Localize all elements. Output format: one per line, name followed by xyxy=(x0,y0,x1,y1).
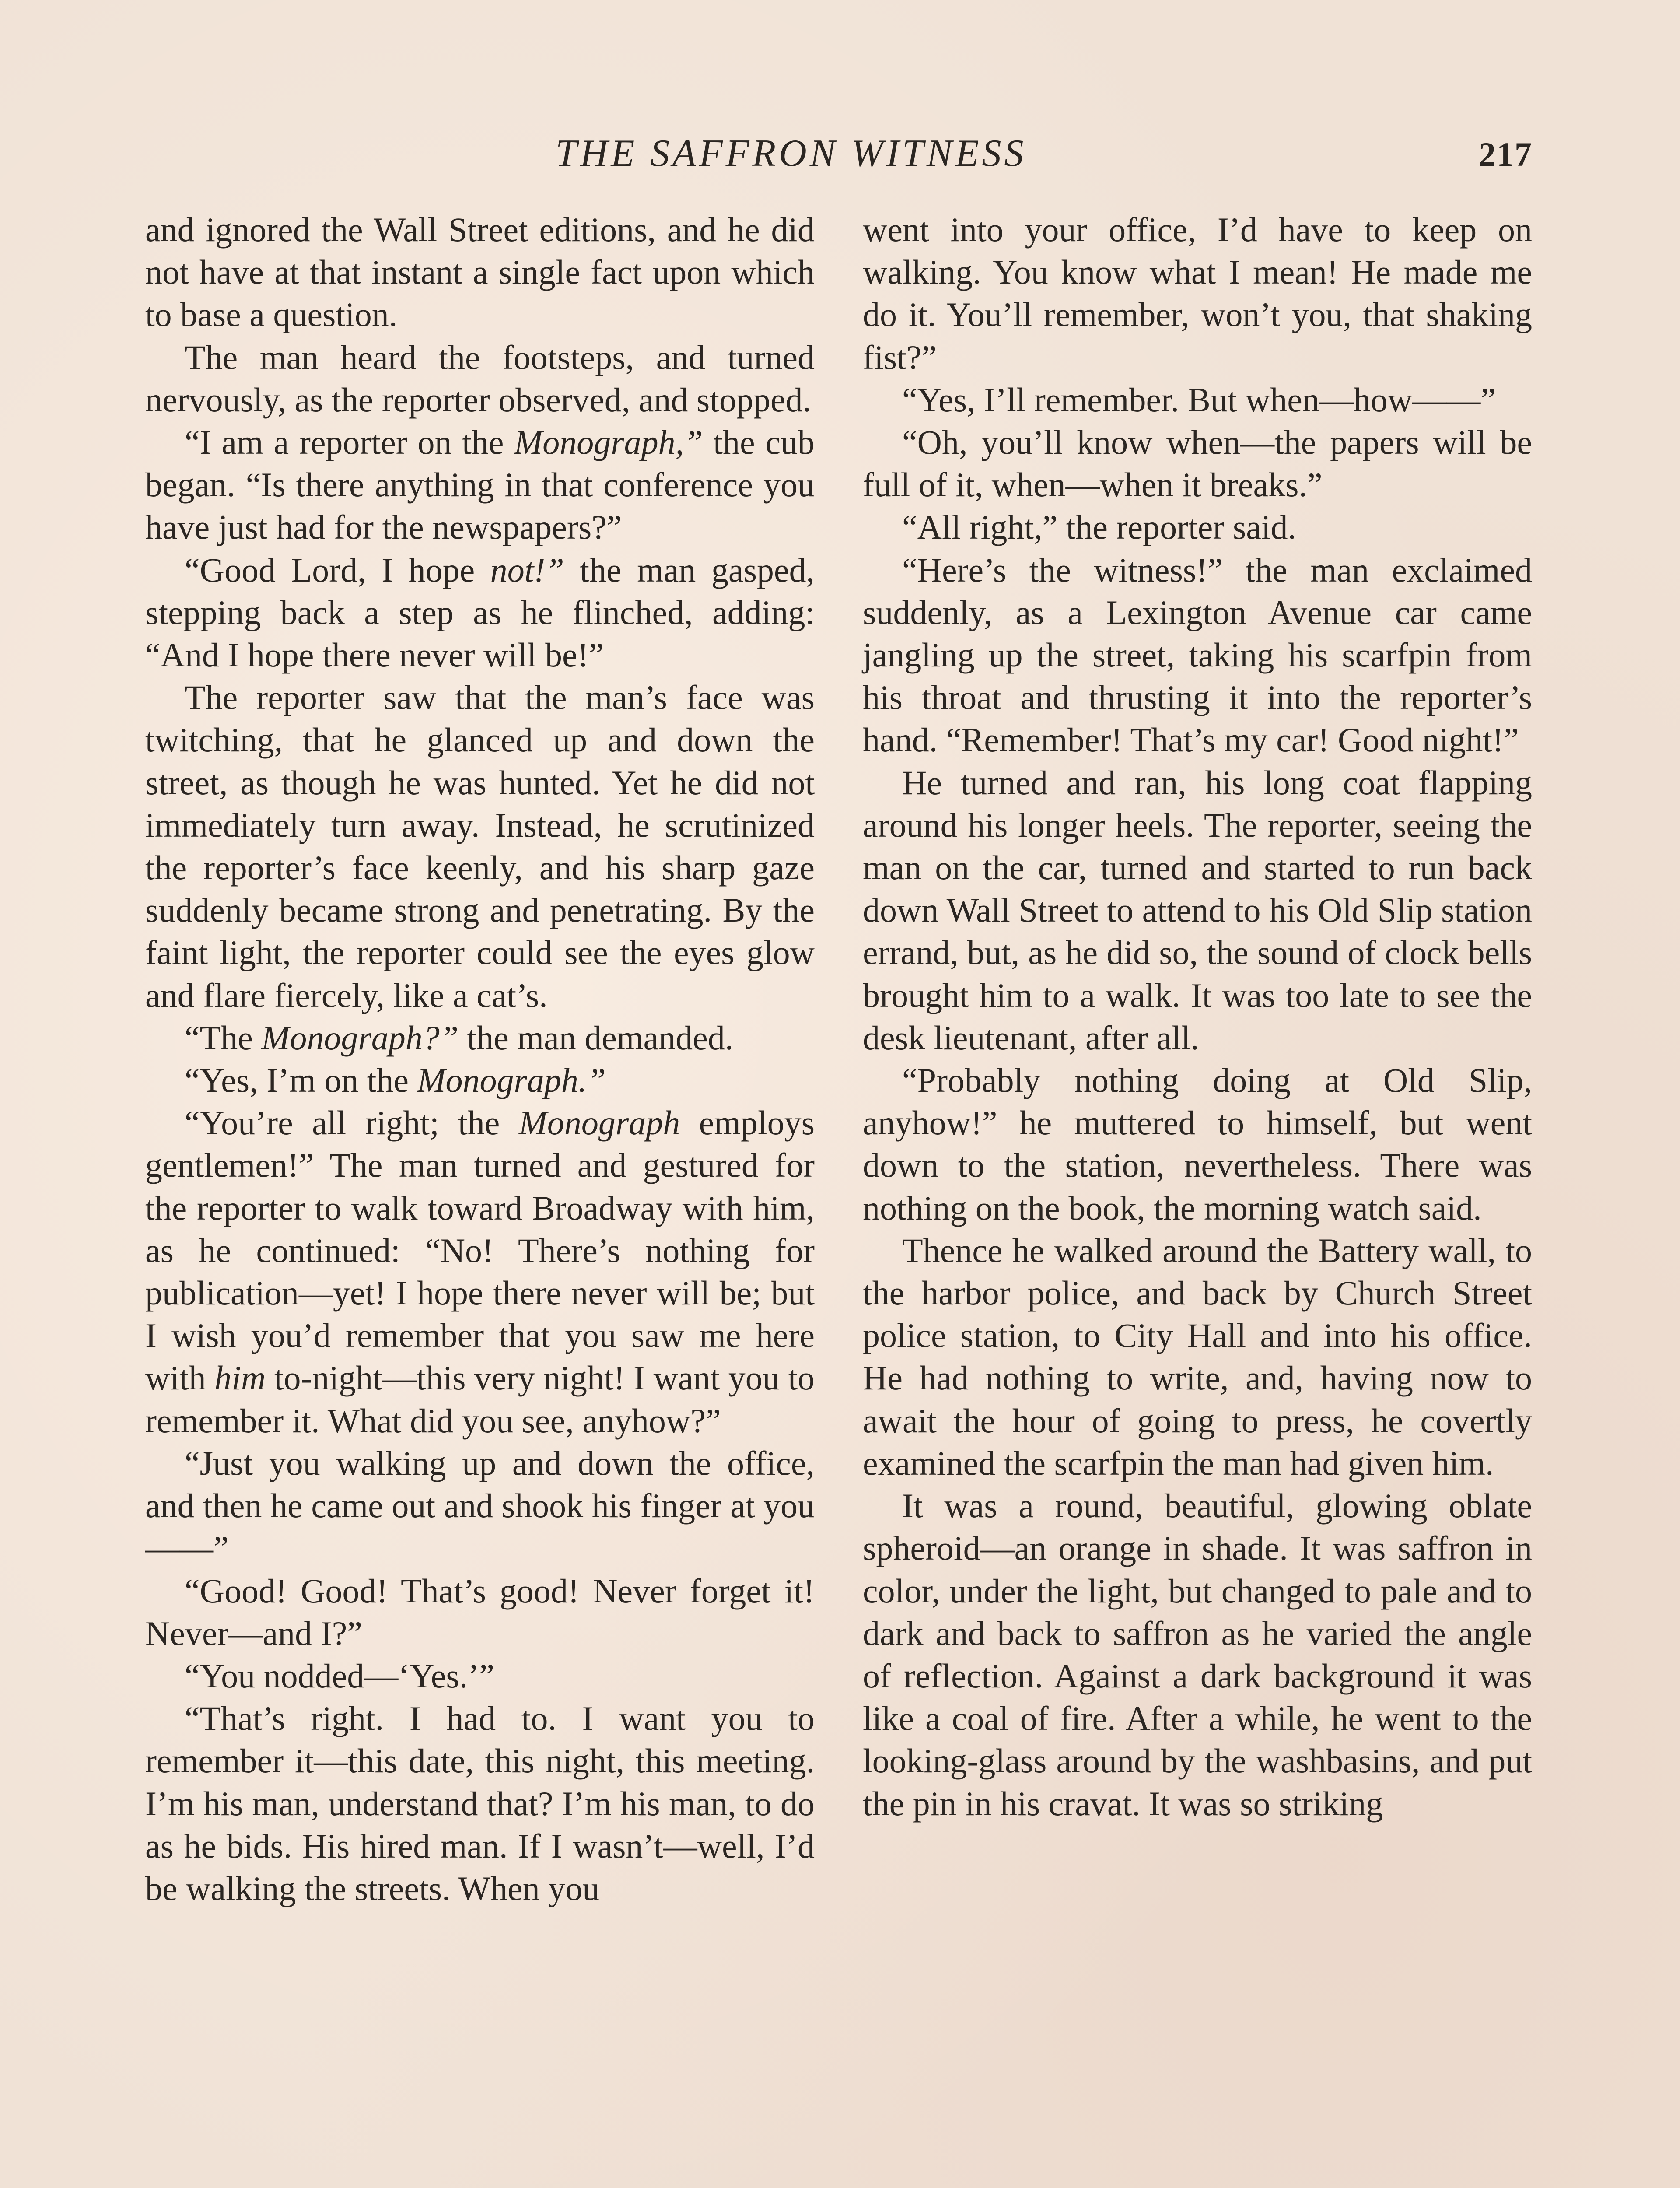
text-run: “Yes, I’ll remember. But when—how——” xyxy=(902,380,1496,419)
paragraph xyxy=(863,421,1532,506)
paragraph xyxy=(145,676,815,1017)
paragraph xyxy=(145,1697,815,1910)
text-run: the man gasped, stepping back a step as he flinched, adding: “And I hope there never will be!” xyxy=(145,551,815,674)
paragraph xyxy=(863,761,1532,1059)
running-title: THE SAFFRON WITNESS xyxy=(556,132,1027,175)
text-run: “All right,” the reporter said. xyxy=(902,508,1296,547)
italic-text: not!” xyxy=(490,551,564,589)
continued-paragraph xyxy=(145,208,815,336)
text-run: employs gentlemen!” The man turned and gestured for the reporter to walk toward Broadway with him, as he continued: “No! There’s nothing for publication—yet! I hope there never will be; but I wish you’d remember that you saw me here with xyxy=(145,1104,815,1397)
text-run: “Oh, you’ll know when—the papers will be full of it, when—when it breaks.” xyxy=(863,423,1532,504)
paragraph xyxy=(863,1229,1532,1484)
paragraph xyxy=(863,1484,1532,1825)
paragraph xyxy=(145,1655,815,1697)
paragraph xyxy=(145,1059,815,1101)
left-column xyxy=(145,208,815,1910)
paragraph xyxy=(863,506,1532,548)
text-run: “The xyxy=(185,1018,262,1057)
paragraph xyxy=(145,1017,815,1059)
text-run: He turned and ran, his long coat flapping around his longer heels. The reporter, seeing the man on the car, turned and started to run back down Wall Street to attend to his Old Slip station errand, but, as he did so, the sound of clock bells brought him to a walk. It was too late to see the desk lieutenant, after all. xyxy=(863,763,1532,1057)
italic-text: Monograph xyxy=(518,1104,680,1142)
text-run: “Yes, I’m on the xyxy=(185,1061,417,1100)
right-column xyxy=(863,208,1532,1825)
text-run: “Good! Good! That’s good! Never forget it! Never—and I?” xyxy=(145,1571,815,1652)
text-run: went into your office, I’d have to keep on walking. You know what I mean! He made me do it. You’ll remember, won’t you, that shaking fist?” xyxy=(863,210,1532,376)
paragraph xyxy=(145,1442,815,1570)
italic-text: him xyxy=(214,1359,266,1397)
italic-text: Monograph.” xyxy=(417,1061,606,1100)
text-run: the cub began. “Is there anything in that conference you have just had for the newspapers?” xyxy=(145,423,815,547)
text-run: “Just you walking up and down the office, and then he came out and shook his finger at you——” xyxy=(145,1444,815,1567)
continued-paragraph xyxy=(863,208,1532,379)
italic-text: Monograph?” xyxy=(261,1018,459,1057)
text-run: The man heard the footsteps, and turned nervously, as the reporter observed, and stopped. xyxy=(145,338,815,419)
text-run: It was a round, beautiful, glowing oblate spheroid—an orange in shade. It was saffron in color, under the light, but changed to pale and to dark and back to saffron as he varied the angle of reflection. Against a dark background it was like a coal of fire. After a while, he went to the looking-glass around by the washbasins, and put the pin in his cravat. It was so striking xyxy=(863,1487,1532,1823)
text-run: “You’re all right; the xyxy=(185,1104,519,1142)
running-head xyxy=(0,131,1680,184)
text-run: “Probably nothing doing at Old Slip, anyhow!” he muttered to himself, but went down to the station, nevertheless. There was nothing on the book, the morning watch said. xyxy=(863,1061,1532,1227)
text-run: to-night—this very night! I want you to remember it. What did you see, anyhow?” xyxy=(145,1359,815,1440)
paragraph xyxy=(145,336,815,421)
text-run: and ignored the Wall Street editions, and he did not have at that instant a single fact upon which to base a question. xyxy=(145,210,815,334)
italic-text: Monograph,” xyxy=(514,423,703,462)
paragraph xyxy=(863,549,1532,761)
paragraph xyxy=(863,379,1532,421)
paragraph xyxy=(145,1101,815,1442)
paragraph xyxy=(863,1059,1532,1229)
text-run: “Good Lord, I hope xyxy=(185,551,490,589)
text-run: “I am a reporter on the xyxy=(185,423,514,462)
page-number: 217 xyxy=(1479,135,1533,173)
text-run: the man demanded. xyxy=(458,1018,734,1057)
text-run: “That’s right. I had to. I want you to remember it—this date, this night, this meeting. I’m his man, understand that? I’m his man, to do as he bids. His hired man. If I wasn’t—well, I’d be walking the streets. When you xyxy=(145,1699,815,1907)
text-run: “Here’s the witness!” the man exclaimed suddenly, as a Lexington Avenue car came jangling up the street, taking his scarfpin from his throat and thrusting it into the reporter’s hand. “Remember! That’s my car! Good night!” xyxy=(863,551,1532,759)
text-run: Thence he walked around the Battery wall, to the harbor police, and back by Church Street police station, to City Hall and into his office. He had nothing to write, and, having now to await the hour of going to press, he covertly examined the scarfpin the man had given him. xyxy=(863,1231,1532,1482)
paragraph xyxy=(145,421,815,549)
paragraph xyxy=(145,549,815,677)
text-run: “You nodded—‘Yes.’” xyxy=(185,1656,494,1695)
paragraph xyxy=(145,1570,815,1655)
text-run: The reporter saw that the man’s face was twitching, that he glanced up and down the street, as though he was hunted. Yet he did not immediately turn away. Instead, he scrutinized the reporter’s face keenly, and his sharp gaze suddenly became strong and penetrating. By the faint light, the reporter could see the eyes glow and flare fiercely, like a cat’s. xyxy=(145,678,815,1014)
